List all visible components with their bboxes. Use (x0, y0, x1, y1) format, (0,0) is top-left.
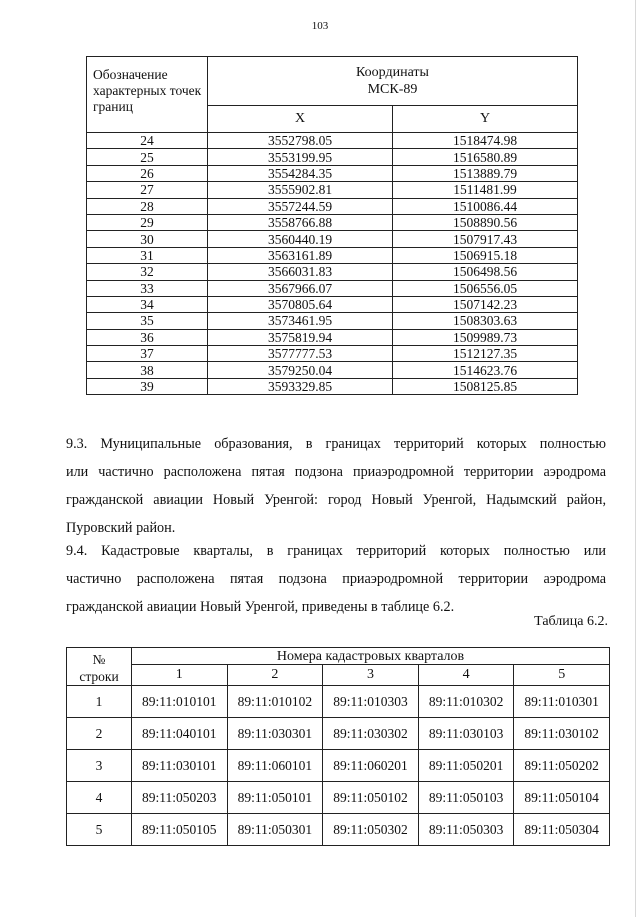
cadastral-number-cell: 89:11:060201 (323, 750, 419, 782)
cadastral-number-cell: 89:11:030302 (323, 718, 419, 750)
point-number-cell: 32 (87, 264, 208, 280)
x-coordinate-cell: 3567966.07 (208, 280, 393, 296)
cadastral-number-cell: 89:11:010101 (132, 686, 228, 718)
y-coordinate-cell: 1506915.18 (393, 247, 578, 263)
cadastral-number-cell: 89:11:010301 (514, 686, 610, 718)
table-row (87, 329, 578, 345)
point-number-cell: 29 (87, 214, 208, 230)
y-coordinate-cell: 1509989.73 (393, 329, 578, 345)
point-number-cell: 30 (87, 231, 208, 247)
cadastral-number-cell: 89:11:050304 (514, 814, 610, 846)
y-coordinate-cell: 1506498.56 (393, 264, 578, 280)
table-row (67, 814, 610, 846)
y-coordinate-cell: 1507917.43 (393, 231, 578, 247)
row-number-cell: 3 (67, 750, 132, 782)
table-row (67, 718, 610, 750)
page-number: 103 (311, 20, 329, 32)
column-number-header: 5 (514, 665, 610, 686)
cadastral-number-cell: 89:11:030103 (418, 718, 514, 750)
x-coordinate-cell: 3593329.85 (208, 378, 393, 394)
y-coordinate-cell: 1508125.85 (393, 378, 578, 394)
y-coordinate-cell: 1511481.99 (393, 182, 578, 198)
cadastral-quarters-table (66, 647, 610, 846)
point-number-cell: 31 (87, 247, 208, 263)
cadastral-number-cell: 89:11:050203 (132, 782, 228, 814)
table-row (87, 133, 578, 149)
table-row (87, 247, 578, 263)
paragraph-line: или частично расположена пятая подзона приаэродромной территории аэродрома (66, 464, 606, 480)
header-point-label: Обозначение характерных точек границ (87, 57, 208, 133)
cadastral-number-cell: 89:11:050104 (514, 782, 610, 814)
y-coordinate-cell: 1514623.76 (393, 362, 578, 378)
y-coordinate-cell: 1512127.35 (393, 346, 578, 362)
table-row (67, 782, 610, 814)
header-coordinates-system: МСК-89 (367, 82, 418, 97)
table-row (87, 264, 578, 280)
table-row (87, 182, 578, 198)
cadastral-number-cell: 89:11:050303 (418, 814, 514, 846)
coordinates-table (86, 56, 578, 395)
row-number-cell: 2 (67, 718, 132, 750)
point-number-cell: 24 (87, 133, 208, 149)
y-coordinate-cell: 1518474.98 (393, 133, 578, 149)
cadastral-number-cell: 89:11:050302 (323, 814, 419, 846)
cadastral-number-cell: 89:11:050105 (132, 814, 228, 846)
paragraph-line: 9.3. Муниципальные образования, в границах территорий которых полностью (66, 436, 606, 452)
row-number-cell: 5 (67, 814, 132, 846)
cadastral-number-cell: 89:11:030102 (514, 718, 610, 750)
page-edge-line (635, 0, 636, 917)
y-coordinate-cell: 1508890.56 (393, 214, 578, 230)
header-row-number (67, 648, 132, 686)
point-number-cell: 38 (87, 362, 208, 378)
cadastral-number-cell: 89:11:010302 (418, 686, 514, 718)
x-coordinate-cell: 3573461.95 (208, 313, 393, 329)
table-row (87, 198, 578, 214)
cadastral-number-cell: 89:11:060101 (227, 750, 323, 782)
column-number-header: 4 (418, 665, 514, 686)
point-number-cell: 33 (87, 280, 208, 296)
table-caption: Таблица 6.2. (534, 614, 608, 629)
row-number-cell: 4 (67, 782, 132, 814)
cadastral-number-cell: 89:11:010303 (323, 686, 419, 718)
header-y: Y (393, 106, 578, 133)
header-column-numbers (67, 665, 610, 686)
table-row (87, 346, 578, 362)
table-row (87, 378, 578, 394)
column-number-header: 1 (132, 665, 228, 686)
x-coordinate-cell: 3554284.35 (208, 165, 393, 181)
point-number-cell: 39 (87, 378, 208, 394)
table-row (87, 313, 578, 329)
cadastral-number-cell: 89:11:050301 (227, 814, 323, 846)
cadastral-number-cell: 89:11:050101 (227, 782, 323, 814)
x-coordinate-cell: 3552798.05 (208, 133, 393, 149)
point-number-cell: 26 (87, 165, 208, 181)
point-number-cell: 36 (87, 329, 208, 345)
paragraph-9-4 (66, 537, 606, 621)
cadastral-number-cell: 89:11:050103 (418, 782, 514, 814)
paragraph-line: частично расположена пятая подзона приаэродромной территории аэродрома (66, 571, 606, 587)
x-coordinate-cell: 3555902.81 (208, 182, 393, 198)
point-number-cell: 25 (87, 149, 208, 165)
paragraph-line: гражданской авиации Новый Уренгой: город Новый Уренгой, Надымский район, (66, 492, 606, 508)
paragraph-line: 9.4. Кадастровые кварталы, в границах территорий которых полностью или (66, 543, 606, 559)
cadastral-number-cell: 89:11:050102 (323, 782, 419, 814)
x-coordinate-cell: 3579250.04 (208, 362, 393, 378)
paragraph-line: гражданской авиации Новый Уренгой, приведены в таблице 6.2. (66, 599, 455, 615)
table-row (87, 362, 578, 378)
column-number-header: 2 (227, 665, 323, 686)
y-coordinate-cell: 1516580.89 (393, 149, 578, 165)
point-number-cell: 27 (87, 182, 208, 198)
x-coordinate-cell: 3557244.59 (208, 198, 393, 214)
point-number-cell: 34 (87, 296, 208, 312)
x-coordinate-cell: 3570805.64 (208, 296, 393, 312)
row-number-cell: 1 (67, 686, 132, 718)
table-row (87, 149, 578, 165)
paragraph-line: Пуровский район. (66, 520, 176, 536)
x-coordinate-cell: 3566031.83 (208, 264, 393, 280)
header-coordinates-title: Координаты (356, 65, 429, 80)
point-number-cell: 28 (87, 198, 208, 214)
point-number-cell: 35 (87, 313, 208, 329)
x-coordinate-cell: 3558766.88 (208, 214, 393, 230)
header-cadastral-title: Номера кадастровых кварталов (132, 648, 610, 665)
point-number-cell: 37 (87, 346, 208, 362)
header-row-number-symbol: № (92, 652, 106, 667)
x-coordinate-cell: 3563161.89 (208, 247, 393, 263)
table-row (87, 165, 578, 181)
cadastral-number-cell: 89:11:030301 (227, 718, 323, 750)
y-coordinate-cell: 1513889.79 (393, 165, 578, 181)
header-coordinates (208, 57, 578, 106)
header-x: X (208, 106, 393, 133)
x-coordinate-cell: 3560440.19 (208, 231, 393, 247)
cadastral-number-cell: 89:11:030101 (132, 750, 228, 782)
table-row (67, 750, 610, 782)
y-coordinate-cell: 1507142.23 (393, 296, 578, 312)
table-row (87, 214, 578, 230)
coordinates-table-body (87, 133, 578, 395)
cadastral-number-cell: 89:11:050201 (418, 750, 514, 782)
y-coordinate-cell: 1510086.44 (393, 198, 578, 214)
header-row-number-label: строки (79, 669, 119, 684)
x-coordinate-cell: 3577777.53 (208, 346, 393, 362)
x-coordinate-cell: 3553199.95 (208, 149, 393, 165)
table-row (87, 280, 578, 296)
cadastral-table-body (67, 686, 610, 846)
table-row (67, 686, 610, 718)
y-coordinate-cell: 1508303.63 (393, 313, 578, 329)
cadastral-number-cell: 89:11:050202 (514, 750, 610, 782)
cadastral-number-cell: 89:11:040101 (132, 718, 228, 750)
y-coordinate-cell: 1506556.05 (393, 280, 578, 296)
column-number-header: 3 (323, 665, 419, 686)
table-row (87, 231, 578, 247)
x-coordinate-cell: 3575819.94 (208, 329, 393, 345)
paragraph-9-3 (66, 430, 606, 542)
cadastral-number-cell: 89:11:010102 (227, 686, 323, 718)
table-row (87, 296, 578, 312)
